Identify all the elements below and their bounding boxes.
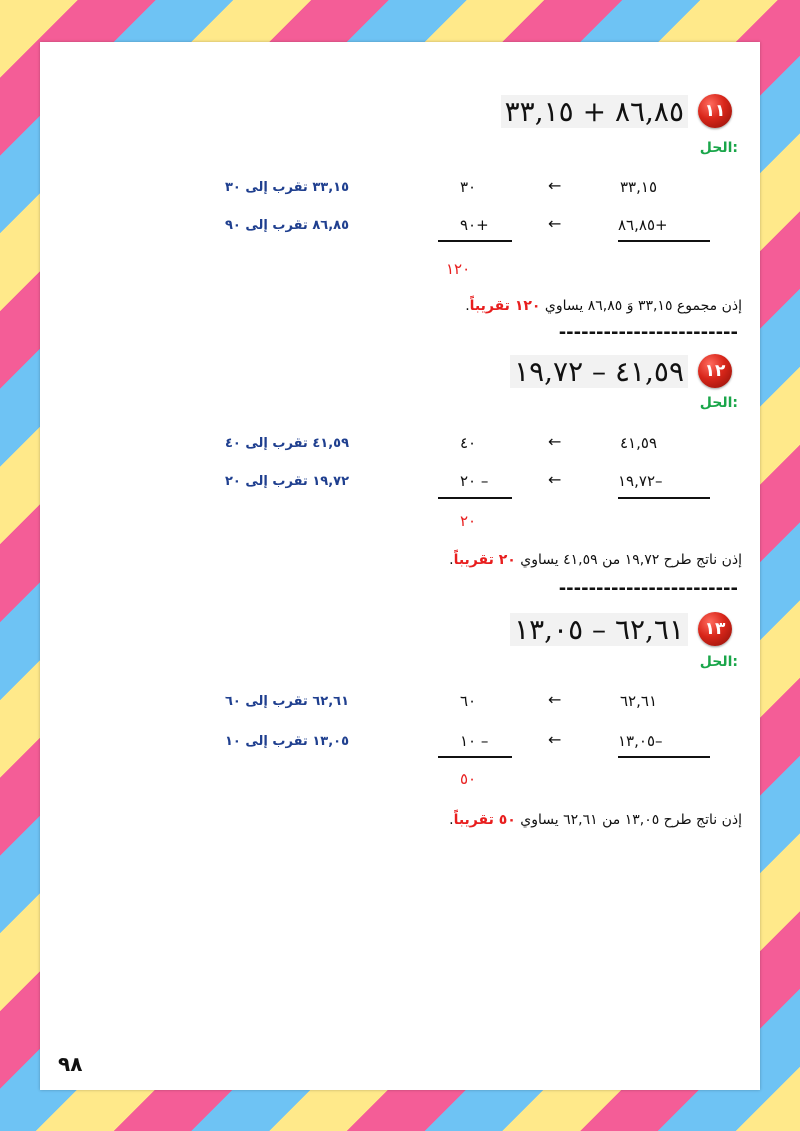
original-value: ١٣,٠٥–	[618, 732, 663, 750]
arrow-icon: ←	[548, 176, 562, 195]
problem-expression: ٤١,٥٩ – ١٩,٧٢	[510, 355, 688, 388]
rounded-value: ٤٠	[460, 434, 477, 452]
rounding-note: ٤١,٥٩ تقرب إلى ٤٠	[225, 436, 350, 451]
conclusion-period: .	[449, 552, 454, 568]
conclusion-answer: ٥٠ تقريباً	[453, 812, 516, 828]
original-value: ٤١,٥٩	[620, 434, 657, 452]
result-value: ١٢٠	[446, 260, 471, 278]
original-value: ٣٣,١٥	[620, 178, 657, 196]
arrow-icon: ←	[548, 690, 562, 709]
conclusion-sentence	[449, 812, 742, 828]
result-value: ٥٠	[460, 770, 477, 788]
conclusion-sentence	[449, 552, 742, 568]
conclusion-sentence	[465, 298, 742, 314]
sum-underline	[438, 240, 512, 242]
rounding-note: ٦٢,٦١ تقرب إلى ٦٠	[225, 694, 350, 709]
section-separator: ------------------------	[558, 322, 738, 343]
rounding-note: ٨٦,٨٥ تقرب إلى ٩٠	[225, 218, 350, 233]
rounding-note: ١٣,٠٥ تقرب إلى ١٠	[225, 734, 350, 749]
rounded-value: ١٠ –	[460, 732, 489, 750]
worksheet-page	[40, 42, 760, 1090]
problem-number-badge: ١٣	[698, 612, 732, 646]
difference-underline	[618, 756, 710, 758]
original-value: ٨٦,٨٥+	[618, 216, 668, 234]
rounding-note: ٣٣,١٥ تقرب إلى ٣٠	[225, 180, 350, 195]
problem-number-badge: ١٢	[698, 354, 732, 388]
original-value: ١٩,٧٢–	[618, 472, 663, 490]
problem-11-header	[501, 94, 732, 128]
rounded-value: ٢٠ –	[460, 472, 489, 490]
rounded-value: ٦٠	[460, 692, 477, 710]
conclusion-answer: ١٢٠ تقريباً	[469, 298, 541, 314]
conclusion-answer: ٢٠ تقريباً	[453, 552, 516, 568]
problem-expression: ٦٢,٦١ – ١٣,٠٥	[510, 613, 688, 646]
conclusion-text: إذن ناتج طرح ١٩,٧٢ من ٤١,٥٩ يساوي	[515, 552, 742, 568]
sum-underline	[618, 240, 710, 242]
problem-12-header	[510, 354, 732, 388]
rounded-value: ٩٠+	[460, 216, 489, 234]
arrow-icon: ←	[548, 432, 562, 451]
rounded-value: ٣٠	[460, 178, 477, 196]
difference-underline	[438, 497, 512, 499]
difference-underline	[438, 756, 512, 758]
solution-label: الحل:	[699, 654, 738, 670]
conclusion-period: .	[449, 812, 454, 828]
difference-underline	[618, 497, 710, 499]
problem-number-badge: ١١	[698, 94, 732, 128]
conclusion-text: إذن ناتج طرح ١٣,٠٥ من ٦٢,٦١ يساوي	[515, 812, 742, 828]
arrow-icon: ←	[548, 470, 562, 489]
conclusion-period: .	[465, 298, 470, 314]
arrow-icon: ←	[548, 214, 562, 233]
problem-13-header	[510, 612, 732, 646]
arrow-icon: ←	[548, 730, 562, 749]
result-value: ٢٠	[460, 512, 477, 530]
problem-expression: ٨٦,٨٥ + ٣٣,١٥	[501, 95, 688, 128]
conclusion-text: إذن مجموع ٣٣,١٥ وَ ٨٦,٨٥ يساوي	[540, 298, 742, 314]
rounding-note: ١٩,٧٢ تقرب إلى ٢٠	[225, 474, 350, 489]
solution-label: الحل:	[699, 395, 738, 411]
section-separator: ------------------------	[558, 578, 738, 599]
solution-label: الحل:	[699, 140, 738, 156]
page-number: ٩٨	[58, 1052, 83, 1076]
original-value: ٦٢,٦١	[620, 692, 657, 710]
